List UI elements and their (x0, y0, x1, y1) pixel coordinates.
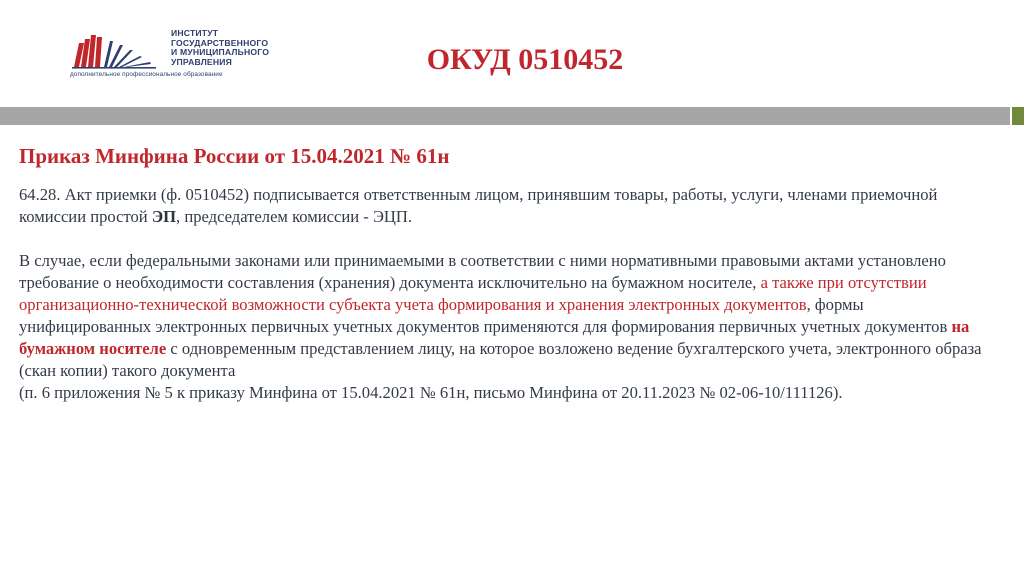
accent-bar-gray (0, 107, 1010, 125)
logo-line: И МУНИЦИПАЛЬНОГО (171, 47, 270, 58)
text-run: с одновременным представлением лицу, на которое возложено ведение бухгалтерского учета, электронного образа (скан копии) такого документа (19, 339, 982, 380)
highlight-red-text: а также при отсутствии организационно-технической возможности субъекта учета формирования и хранения электронных документов (19, 273, 927, 314)
logo-line: ГОСУДАРСТВЕННОГО (171, 37, 269, 48)
reference-citation: (п. 6 приложения № 5 к приказу Минфина от 15.04.2021 № 61н, письмо Минфина от 20.11.2023 № 02-06-10/111126). (19, 383, 843, 402)
ep-abbreviation: ЭП (151, 207, 177, 226)
text-run: , председателем комиссии - ЭЦП. (176, 207, 413, 226)
logo-line: УПРАВЛЕНИЯ (171, 56, 233, 67)
logo-line: ИНСТИТУТ (171, 28, 219, 38)
text-run: В случае, если федеральными законами или принимаемыми в соответствии с ними нормативными правовыми актами установлено требование о необходимости составления (хранения) документа исключительно на бумажном носителе, (19, 251, 946, 292)
document-heading: Приказ Минфина России от 15.04.2021 № 61н (19, 144, 450, 168)
highlight-paper-medium: на бумажном носителе (19, 317, 970, 358)
text-run: 64.28. Акт приемки (ф. 0510452) подписывается ответственным лицом, принявшим товары, работы, услуги, членами приемочной комиссии простой (19, 185, 938, 226)
paragraph-acceptance-act (19, 184, 999, 228)
slide-title: ОКУД 0510452 (426, 43, 624, 76)
accent-bar-green (1012, 107, 1024, 125)
document-body (19, 184, 999, 404)
paragraph-paper-requirement (19, 250, 999, 404)
text-run: , формы унифицированных электронных первичных учетных документов применяются для формирования первичных учетных документов (19, 295, 952, 336)
logo-subtitle: дополнительное профессиональное образование (70, 71, 223, 78)
paragraph-spacer (19, 228, 999, 250)
